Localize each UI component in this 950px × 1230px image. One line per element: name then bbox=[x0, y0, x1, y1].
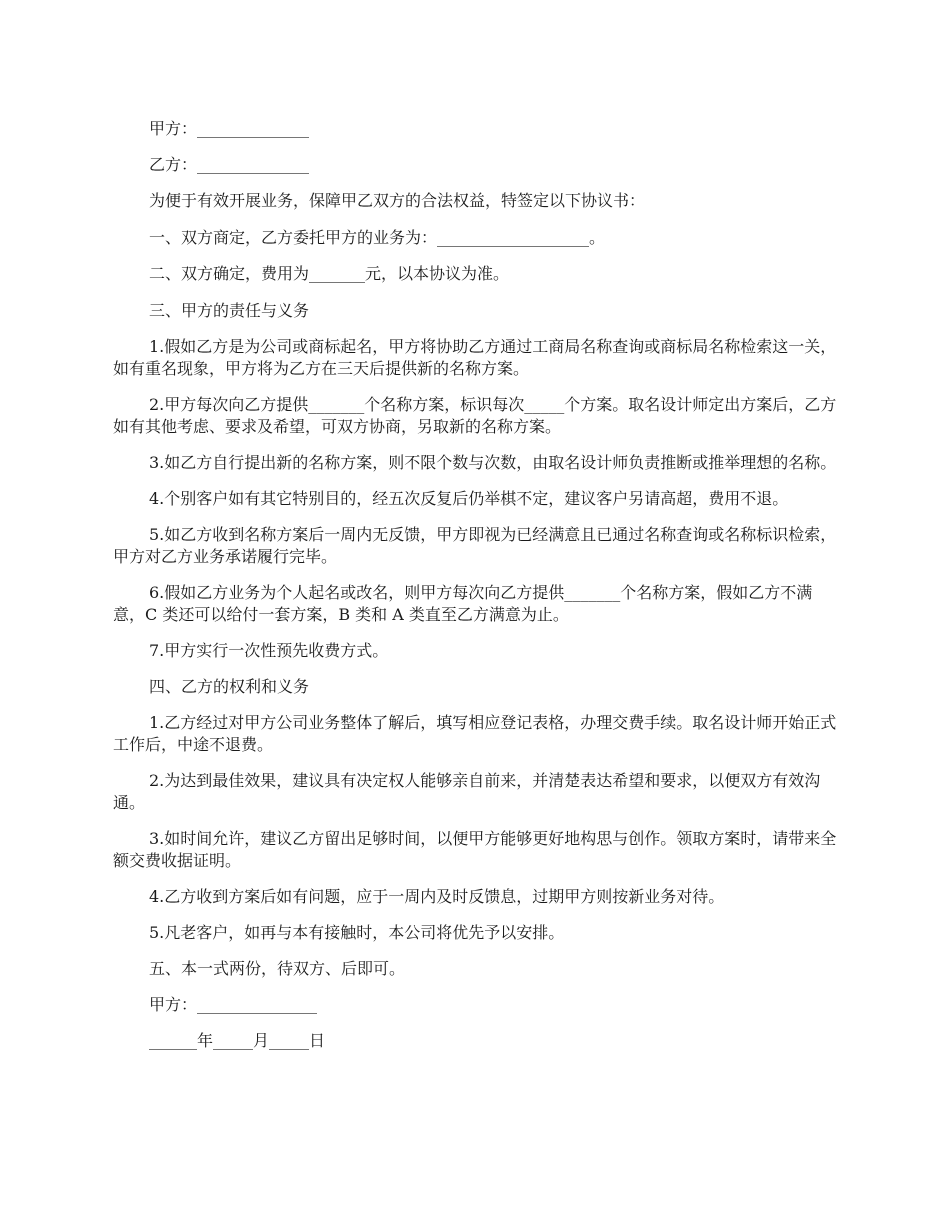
signature-date: ______年_____月_____日 bbox=[149, 1031, 326, 1050]
party-a-line: 甲方：______________ bbox=[149, 119, 310, 138]
section-heading-3: 三、甲方的责任与义务 bbox=[149, 301, 310, 320]
section-3-item-4: 4.个别客户如有其它特别目的，经五次反复后仍举棋不定，建议客户另请高超，费用不退。 bbox=[149, 489, 789, 508]
section-4-item-3: 3.如时间允许，建议乙方留出足够时间，以便甲方能够更好地构思与创作。领取方案时，请带来全额交费收据证明。 bbox=[113, 829, 837, 870]
party-b-line: 乙方：______________ bbox=[149, 155, 310, 174]
section-3-item-1: 1.假如乙方是为公司或商标起名，甲方将协助乙方通过工商局名称查询或商标局名称检索这一关，如有重名现象，甲方将为乙方在三天后提供新的名称方案。 bbox=[113, 337, 837, 378]
section-3-item-2: 2.甲方每次向乙方提供_______个名称方案，标识每次_____个方案。取名设计师定出方案后，乙方如有其他考虑、要求及希望，可双方协商，另取新的名称方案。 bbox=[113, 395, 837, 436]
clause-1: 一、双方商定，乙方委托甲方的业务为：___________________。 bbox=[149, 228, 606, 247]
preamble: 为便于有效开展业务，保障甲乙双方的合法权益，特签定以下协议书： bbox=[149, 191, 646, 210]
section-3-item-3: 3.如乙方自行提出新的名称方案，则不限个数与次数，由取名设计师负责推断或推举理想的名称。 bbox=[149, 453, 837, 472]
section-4-item-5: 5.凡老客户，如再与本有接触时，本公司将优先予以安排。 bbox=[149, 923, 565, 942]
section-3-item-6: 6.假如乙方业务为个人起名或改名，则甲方每次向乙方提供_______个名称方案，假如乙方不满意，C 类还可以给付一套方案，B 类和 A 类直至乙方满意为止。 bbox=[113, 583, 813, 624]
section-4-item-2: 2.为达到最佳效果，建议具有决定权人能够亲自前来，并清楚表达希望和要求，以便双方有效沟通。 bbox=[113, 771, 821, 812]
section-4-item-4: 4.乙方收到方案后如有问题，应于一周内及时反馈息，过期甲方则按新业务对待。 bbox=[149, 887, 725, 906]
section-4-item-1: 1.乙方经过对甲方公司业务整体了解后，填写相应登记表格，办理交费手续。取名设计师开始正式工作后，中途不退费。 bbox=[113, 713, 837, 754]
document-body bbox=[113, 118, 837, 1052]
signature-party-a: 甲方：_______________ bbox=[149, 995, 318, 1014]
section-heading-4: 四、乙方的权利和义务 bbox=[149, 677, 310, 696]
section-3-item-7: 7.甲方实行一次性预先收费方式。 bbox=[149, 641, 389, 660]
section-heading-5: 五、本一式两份，待双方、后即可。 bbox=[149, 959, 406, 978]
clause-2: 二、双方确定，费用为_______元，以本协议为准。 bbox=[149, 264, 510, 283]
section-3-item-5: 5.如乙方收到名称方案后一周内无反馈，甲方即视为已经满意且已通过名称查询或名称标识检索，甲方对乙方业务承诺履行完毕。 bbox=[113, 525, 837, 566]
